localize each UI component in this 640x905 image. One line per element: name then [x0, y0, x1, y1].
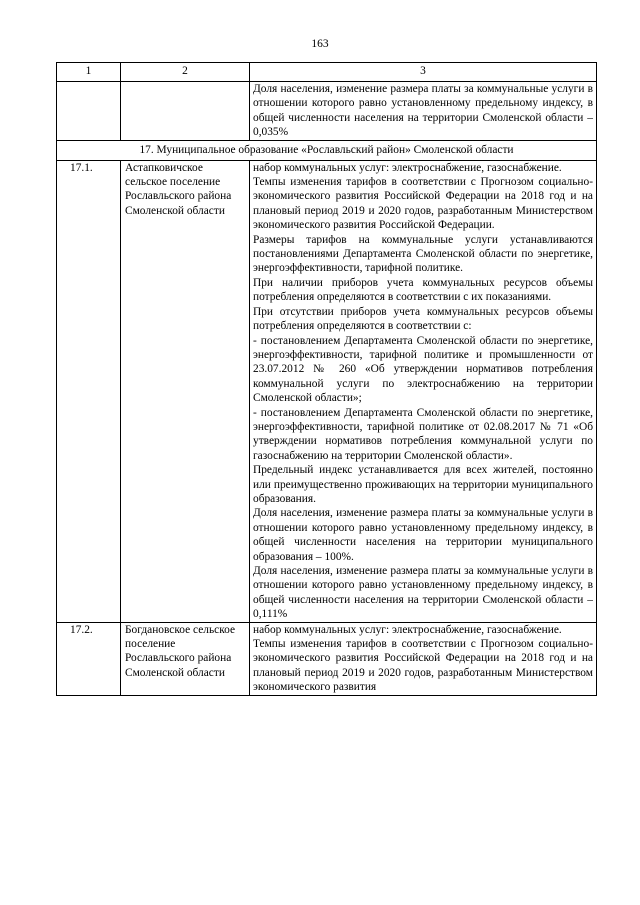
section-row [57, 140, 597, 160]
page-number: 163 [311, 38, 329, 50]
continuation-text: Доля населения, изменение размера платы за коммунальные услуги в отношении которого равно установленному предельному индексу, в общей численности населения на территории Смоленской области – 0,035% [253, 83, 593, 139]
row-number: 17.2. [57, 622, 121, 695]
row-description [250, 160, 597, 622]
table-row [57, 622, 597, 695]
table-header-row [57, 63, 597, 82]
paragraph: Предельный индекс устанавливается для всех жителей, постоянно или преимущественно проживающих на территории муниципального образования. [253, 464, 593, 505]
continuation-row [57, 82, 597, 141]
paragraph: Размеры тарифов на коммунальные услуги устанавливаются постановлениями Департамента Смоленской области по энергетике, энергоэффективности, тарифной политике. [253, 233, 593, 275]
row-number: 17.1. [57, 160, 121, 622]
municipal-tariff-table [56, 62, 597, 696]
header-col-2: 2 [121, 63, 250, 82]
paragraph: Темпы изменения тарифов в соответствии с Прогнозом социально-экономического развития Российской Федерации на 2018 год и на плановый период 2019 и 2020 годов, разработанным Министерством экономического развития Российской Федерации. [253, 176, 593, 232]
continuation-cell [250, 82, 597, 141]
paragraph: При наличии приборов учета коммунальных ресурсов объемы потребления определяются в соответствии с их показаниями. [253, 276, 593, 304]
settlement-name: Астапковичское сельское поселение Рославльского района Смоленской области [121, 160, 250, 622]
paragraph: - постановлением Департамента Смоленской области по энергетике, энергоэффективности, тарифной политике и промышленности от 23.07.2012 № 260 «Об утверждении нормативов потребления коммунальной услуги по электроснабжению на территории Смоленской области»; [253, 334, 593, 405]
settlement-name: Богдановское сельское поселение Рославльского района Смоленской области [121, 622, 250, 695]
paragraph: - постановлением Департамента Смоленской области по энергетике, энергоэффективности, тарифной политике от 02.08.2017 № 71 «Об утверждении нормативов потребления коммунальной услуги по газоснабжению на территории Смоленской области». [253, 406, 593, 462]
header-col-1: 1 [57, 63, 121, 82]
paragraph: набор коммунальных услуг: электроснабжение, газоснабжение. [253, 161, 562, 174]
paragraph: Темпы изменения тарифов в соответствии с Прогнозом социально-экономического развития Российской Федерации на 2018 год и на плановый период 2019 и 2020 годов, разработанным Министерством экономического развития [253, 638, 593, 694]
paragraph: Доля населения, изменение размера платы за коммунальные услуги в отношении которого равно установленному предельному индексу, в общей численности населения на территории Смоленской области – 0,111% [253, 565, 593, 621]
paragraph: При отсутствии приборов учета коммунальных ресурсов объемы потребления определяются в соответствии с: [253, 305, 593, 333]
table-row [57, 160, 597, 622]
header-col-3: 3 [250, 63, 597, 82]
section-title: 17. Муниципальное образование «Рославльский район» Смоленской области [57, 140, 597, 160]
row-description [250, 622, 597, 695]
paragraph: Доля населения, изменение размера платы за коммунальные услуги в отношении которого равно установленному предельному индексу, в общей численности населения на территории муниципального образования – 100%. [253, 507, 593, 563]
paragraph: набор коммунальных услуг: электроснабжение, газоснабжение. [253, 623, 562, 636]
